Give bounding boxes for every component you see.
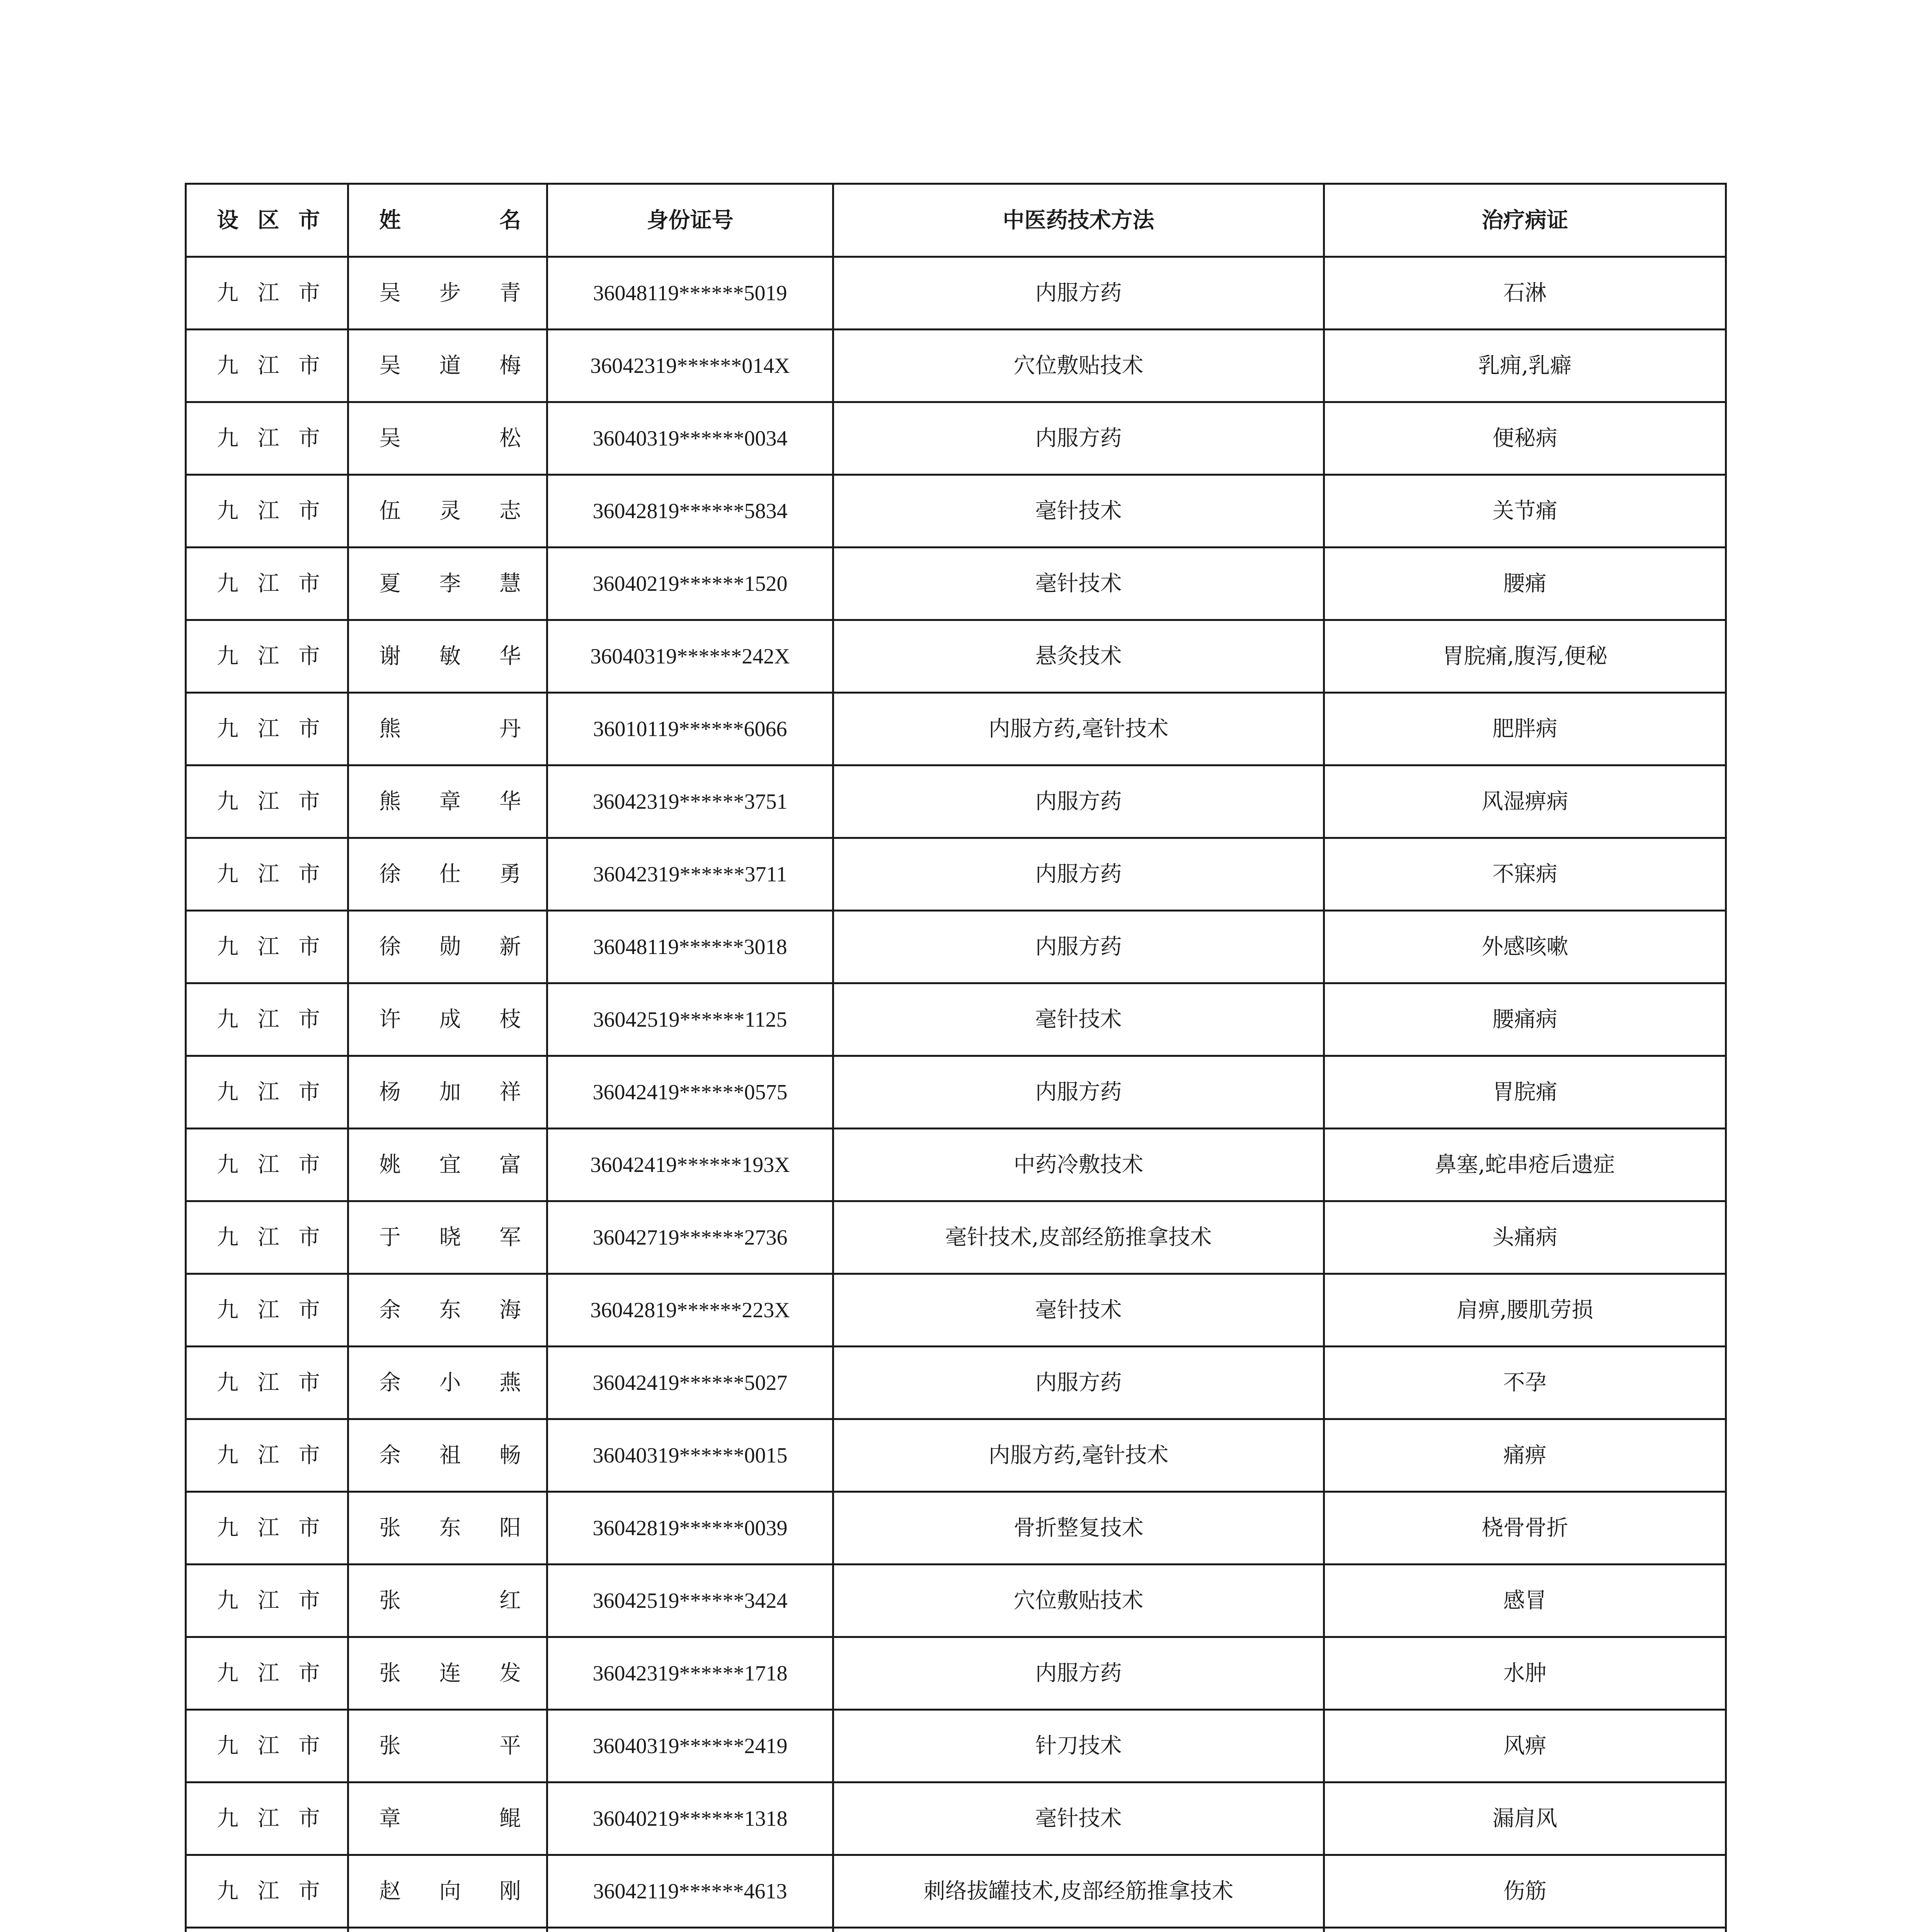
table-row <box>186 402 1726 475</box>
char: 江 <box>257 789 279 814</box>
char: 江 <box>257 571 279 596</box>
cell-id-number: 36042319******3751 <box>547 765 833 838</box>
cell-id-number: 36042819******223X <box>547 1274 833 1347</box>
char: 市 <box>298 716 320 742</box>
char: 市 <box>298 1079 320 1105</box>
char: 枝 <box>499 1007 521 1032</box>
char: 姓 <box>379 207 401 233</box>
table-row <box>186 1056 1726 1129</box>
cell-city <box>186 1855 348 1928</box>
cell-city <box>186 1419 348 1492</box>
cell-indication: 腰痛 <box>1324 548 1726 620</box>
cell-name <box>348 1201 547 1274</box>
cell-indication: 漏肩风 <box>1324 1782 1726 1855</box>
char: 富 <box>499 1152 521 1177</box>
header-indication: 治疗病证 <box>1324 184 1726 257</box>
char: 市 <box>298 1225 320 1250</box>
cell-name <box>348 620 547 693</box>
cell-name <box>348 911 547 983</box>
char: 敏 <box>439 643 461 669</box>
char: 市 <box>298 1152 320 1177</box>
char: 步 <box>439 280 461 306</box>
char: 区 <box>257 207 279 233</box>
char: 成 <box>439 1007 461 1032</box>
char: 设 <box>217 207 238 233</box>
char: 市 <box>298 643 320 669</box>
char: 吴 <box>379 353 401 378</box>
cell-indication: 关节痛 <box>1324 475 1726 548</box>
char: 江 <box>257 1152 279 1177</box>
char: 青 <box>499 280 521 306</box>
cell-name <box>348 475 547 548</box>
table-row <box>186 548 1726 620</box>
char: 市 <box>298 207 320 233</box>
table-row <box>186 911 1726 983</box>
cell-method: 内服方药 <box>833 1056 1324 1129</box>
char: 熊 <box>379 716 401 742</box>
char: 市 <box>298 425 320 451</box>
cell-indication: 感冒 <box>1324 1565 1726 1637</box>
cell-indication: 腰痛病 <box>1324 983 1726 1056</box>
cell-id-number: 36042319******014X <box>547 330 833 402</box>
table-row <box>186 1347 1726 1419</box>
cell-name <box>348 402 547 475</box>
char: 市 <box>298 789 320 814</box>
cell-city <box>186 620 348 693</box>
char: 市 <box>298 1660 320 1686</box>
cell-method: 毫针技术 <box>833 983 1324 1056</box>
char: 小 <box>439 1370 461 1395</box>
cell-id-number: 36042319******3711 <box>547 838 833 911</box>
char: 九 <box>217 1806 238 1831</box>
char: 九 <box>217 1079 238 1105</box>
cell-id-number: 36042419******5027 <box>547 1347 833 1419</box>
char: 张 <box>379 1515 401 1541</box>
char: 刚 <box>499 1878 521 1904</box>
char: 余 <box>379 1297 401 1323</box>
char: 市 <box>298 1588 320 1613</box>
cell-indication: 石淋 <box>1324 257 1726 330</box>
cell-id-number: 36042819******5834 <box>547 475 833 548</box>
cell-name <box>348 548 547 620</box>
cell-method: 毫针技术,皮部经筋推拿技术 <box>833 1201 1324 1274</box>
cell-indication: 风痹 <box>1324 1710 1726 1782</box>
cell-name <box>348 1274 547 1347</box>
cell-id-number: 36040319******242X <box>547 620 833 693</box>
char: 晓 <box>439 1225 461 1250</box>
cell-method: 毫针技术 <box>833 1274 1324 1347</box>
char: 市 <box>298 498 320 524</box>
char: 赵 <box>379 1878 401 1904</box>
char: 市 <box>298 1515 320 1541</box>
char: 江 <box>257 1442 279 1468</box>
char: 向 <box>439 1878 461 1904</box>
char: 张 <box>379 1660 401 1686</box>
cell-name <box>348 1347 547 1419</box>
char: 梅 <box>499 353 521 378</box>
cell-method: 毫针技术 <box>833 548 1324 620</box>
char: 松 <box>499 425 521 451</box>
cell-indication: 肥胖病 <box>1324 693 1726 765</box>
table-row <box>186 330 1726 402</box>
char: 东 <box>439 1297 461 1323</box>
cell-id-number: 36040319******0034 <box>547 402 833 475</box>
char: 江 <box>257 1660 279 1686</box>
header-id: 身份证号 <box>547 184 833 257</box>
cell-name <box>348 257 547 330</box>
cell-indication: 鼻塞,蛇串疮后遗症 <box>1324 1129 1726 1201</box>
char: 姚 <box>379 1152 401 1177</box>
char: 市 <box>298 934 320 959</box>
char: 许 <box>379 1007 401 1032</box>
char: 九 <box>217 1660 238 1686</box>
cell-method: 内服方药 <box>833 402 1324 475</box>
cell-method: 内服方药 <box>833 257 1324 330</box>
char: 徐 <box>379 861 401 887</box>
cell-name <box>348 1056 547 1129</box>
char: 祥 <box>499 1079 521 1105</box>
cell-city <box>186 1565 348 1637</box>
char: 江 <box>257 1225 279 1250</box>
cell-indication: 不孕 <box>1324 1347 1726 1419</box>
char: 市 <box>298 1442 320 1468</box>
cell-indication <box>1324 1928 1726 1932</box>
cell-name <box>348 1492 547 1565</box>
char: 江 <box>257 716 279 742</box>
cell-name <box>348 1419 547 1492</box>
cell-name <box>348 983 547 1056</box>
char: 江 <box>257 1007 279 1032</box>
table-row <box>186 1201 1726 1274</box>
char: 祖 <box>439 1442 461 1468</box>
char: 九 <box>217 1733 238 1759</box>
table-row <box>186 983 1726 1056</box>
cell-method: 内服方药 <box>833 765 1324 838</box>
cell-method: 内服方药 <box>833 1347 1324 1419</box>
cell-method: 悬灸技术 <box>833 620 1324 693</box>
char: 九 <box>217 498 238 524</box>
cell-method: 毫针技术 <box>833 1782 1324 1855</box>
cell-city <box>186 1782 348 1855</box>
char: 章 <box>379 1806 401 1831</box>
char: 吴 <box>379 425 401 451</box>
table-row <box>186 257 1726 330</box>
data-table <box>185 183 1727 1932</box>
cell-id-number: 36042319******1718 <box>547 1637 833 1710</box>
char: 志 <box>499 498 521 524</box>
char: 畅 <box>499 1442 521 1468</box>
char: 加 <box>439 1079 461 1105</box>
cell-indication: 胃脘痛,腹泻,便秘 <box>1324 620 1726 693</box>
char: 发 <box>499 1660 521 1686</box>
char: 海 <box>499 1297 521 1323</box>
char: 江 <box>257 280 279 306</box>
cell-method: 内服方药,毫针技术 <box>833 1419 1324 1492</box>
cell-indication: 胃脘痛 <box>1324 1056 1726 1129</box>
cell-city <box>186 548 348 620</box>
char: 东 <box>439 1515 461 1541</box>
char: 宜 <box>439 1152 461 1177</box>
cell-method: 内服方药 <box>833 838 1324 911</box>
char: 市 <box>298 571 320 596</box>
table-row <box>186 1710 1726 1782</box>
char: 仕 <box>439 861 461 887</box>
cell-method: 内服方药 <box>833 911 1324 983</box>
cell-id-number: 36048119******3018 <box>547 911 833 983</box>
cell-indication: 头痛病 <box>1324 1201 1726 1274</box>
char: 余 <box>379 1370 401 1395</box>
char: 市 <box>298 353 320 378</box>
char: 夏 <box>379 571 401 596</box>
table-row <box>186 1928 1726 1932</box>
char: 江 <box>257 1515 279 1541</box>
table-row <box>186 1419 1726 1492</box>
char: 熊 <box>379 789 401 814</box>
char: 市 <box>298 1733 320 1759</box>
cell-indication: 水肿 <box>1324 1637 1726 1710</box>
cell-method: 内服方药,毫针技术 <box>833 693 1324 765</box>
cell-name <box>348 838 547 911</box>
cell-id-number: 36010119******6066 <box>547 693 833 765</box>
char: 九 <box>217 934 238 959</box>
header-city <box>186 184 348 257</box>
table-row <box>186 475 1726 548</box>
cell-method: 针刀技术 <box>833 1710 1324 1782</box>
cell-city <box>186 330 348 402</box>
cell-id-number: 36042519******1125 <box>547 983 833 1056</box>
char: 九 <box>217 1297 238 1323</box>
cell-city <box>186 765 348 838</box>
cell-city <box>186 1274 348 1347</box>
char: 燕 <box>499 1370 521 1395</box>
char: 道 <box>439 353 461 378</box>
cell-indication: 外感咳嗽 <box>1324 911 1726 983</box>
cell-method: 穴位敷贴技术 <box>833 1565 1324 1637</box>
char: 九 <box>217 1225 238 1250</box>
table-row <box>186 693 1726 765</box>
cell-city <box>186 1637 348 1710</box>
cell-city <box>186 1492 348 1565</box>
cell-city <box>186 1928 348 1932</box>
char: 九 <box>217 1442 238 1468</box>
char: 市 <box>298 1297 320 1323</box>
char: 余 <box>379 1442 401 1468</box>
cell-city <box>186 1056 348 1129</box>
table-row <box>186 1274 1726 1347</box>
char: 慧 <box>499 571 521 596</box>
char: 江 <box>257 1878 279 1904</box>
table-row <box>186 765 1726 838</box>
char: 市 <box>298 1007 320 1032</box>
cell-name <box>348 1565 547 1637</box>
char: 华 <box>499 789 521 814</box>
char: 平 <box>499 1733 521 1759</box>
char: 军 <box>499 1225 521 1250</box>
cell-id-number: 36042719******2736 <box>547 1201 833 1274</box>
char: 李 <box>439 571 461 596</box>
char: 九 <box>217 643 238 669</box>
cell-id-number: 36042119******4613 <box>547 1855 833 1928</box>
table-row <box>186 1637 1726 1710</box>
char: 江 <box>257 353 279 378</box>
cell-method: 穴位敷贴技术 <box>833 330 1324 402</box>
char: 江 <box>257 1079 279 1105</box>
char: 勇 <box>499 861 521 887</box>
cell-name <box>348 765 547 838</box>
cell-method: 刺络拔罐技术,皮部经筋推拿技术 <box>833 1855 1324 1928</box>
cell-city <box>186 693 348 765</box>
cell-id-number: 36042819******0039 <box>547 1492 833 1565</box>
char: 市 <box>298 1878 320 1904</box>
cell-indication: 乳痈,乳癖 <box>1324 330 1726 402</box>
char: 九 <box>217 1515 238 1541</box>
char: 谢 <box>379 643 401 669</box>
char: 九 <box>217 280 238 306</box>
char: 江 <box>257 1806 279 1831</box>
cell-id-number: 36042419******0575 <box>547 1056 833 1129</box>
char: 张 <box>379 1733 401 1759</box>
char: 江 <box>257 861 279 887</box>
cell-indication: 不寐病 <box>1324 838 1726 911</box>
header-row <box>186 184 1726 257</box>
table-row <box>186 1492 1726 1565</box>
cell-indication: 肩痹,腰肌劳损 <box>1324 1274 1726 1347</box>
cell-name <box>348 1928 547 1932</box>
table-row <box>186 1855 1726 1928</box>
char: 于 <box>379 1225 401 1250</box>
cell-city <box>186 983 348 1056</box>
cell-name <box>348 1637 547 1710</box>
table-row <box>186 1565 1726 1637</box>
char: 江 <box>257 1733 279 1759</box>
char: 江 <box>257 934 279 959</box>
char: 徐 <box>379 934 401 959</box>
cell-method: 中药冷敷技术 <box>833 1129 1324 1201</box>
char: 鲲 <box>499 1806 521 1831</box>
cell-city <box>186 475 348 548</box>
cell-city <box>186 402 348 475</box>
char: 红 <box>499 1588 521 1613</box>
cell-id-number <box>547 1928 833 1932</box>
char: 九 <box>217 1588 238 1613</box>
cell-id-number: 36040219******1318 <box>547 1782 833 1855</box>
char: 江 <box>257 1297 279 1323</box>
char: 章 <box>439 789 461 814</box>
cell-indication: 便秘病 <box>1324 402 1726 475</box>
cell-id-number: 36040219******1520 <box>547 548 833 620</box>
cell-id-number: 36042519******3424 <box>547 1565 833 1637</box>
char: 九 <box>217 1878 238 1904</box>
cell-name <box>348 1129 547 1201</box>
table-row <box>186 1129 1726 1201</box>
char: 九 <box>217 425 238 451</box>
cell-name <box>348 693 547 765</box>
cell-id-number: 36048119******5019 <box>547 257 833 330</box>
char: 九 <box>217 1007 238 1032</box>
cell-city <box>186 838 348 911</box>
char: 江 <box>257 425 279 451</box>
cell-name <box>348 330 547 402</box>
cell-name <box>348 1855 547 1928</box>
cell-id-number: 36042419******193X <box>547 1129 833 1201</box>
char: 勋 <box>439 934 461 959</box>
cell-city <box>186 1201 348 1274</box>
cell-id-number: 36040319******2419 <box>547 1710 833 1782</box>
char: 江 <box>257 643 279 669</box>
char: 九 <box>217 861 238 887</box>
char: 灵 <box>439 498 461 524</box>
char: 九 <box>217 1152 238 1177</box>
char: 市 <box>298 1806 320 1831</box>
char: 杨 <box>379 1079 401 1105</box>
cell-city <box>186 1710 348 1782</box>
cell-name <box>348 1710 547 1782</box>
char: 市 <box>298 280 320 306</box>
cell-city <box>186 1347 348 1419</box>
char: 九 <box>217 571 238 596</box>
char: 华 <box>499 643 521 669</box>
char: 江 <box>257 498 279 524</box>
char: 张 <box>379 1588 401 1613</box>
cell-method: 骨折整复技术 <box>833 1492 1324 1565</box>
cell-indication: 伤筋 <box>1324 1855 1726 1928</box>
char: 吴 <box>379 280 401 306</box>
char: 连 <box>439 1660 461 1686</box>
cell-indication: 风湿痹病 <box>1324 765 1726 838</box>
char: 九 <box>217 1370 238 1395</box>
cell-method: 毫针技术 <box>833 475 1324 548</box>
cell-method: 内服方药 <box>833 1637 1324 1710</box>
table-row <box>186 620 1726 693</box>
char: 江 <box>257 1588 279 1613</box>
cell-method <box>833 1928 1324 1932</box>
char: 伍 <box>379 498 401 524</box>
cell-city <box>186 1129 348 1201</box>
char: 阳 <box>499 1515 521 1541</box>
header-method: 中医药技术方法 <box>833 184 1324 257</box>
cell-indication: 桡骨骨折 <box>1324 1492 1726 1565</box>
char: 新 <box>499 934 521 959</box>
header-name <box>348 184 547 257</box>
char: 九 <box>217 716 238 742</box>
char: 九 <box>217 789 238 814</box>
cell-indication: 痛痹 <box>1324 1419 1726 1492</box>
table-row <box>186 838 1726 911</box>
cell-name <box>348 1782 547 1855</box>
char: 市 <box>298 861 320 887</box>
char: 名 <box>499 207 521 233</box>
cell-city <box>186 911 348 983</box>
table-row <box>186 1782 1726 1855</box>
char: 丹 <box>499 716 521 742</box>
char: 九 <box>217 353 238 378</box>
char: 市 <box>298 1370 320 1395</box>
char: 江 <box>257 1370 279 1395</box>
cell-city <box>186 257 348 330</box>
cell-id-number: 36040319******0015 <box>547 1419 833 1492</box>
